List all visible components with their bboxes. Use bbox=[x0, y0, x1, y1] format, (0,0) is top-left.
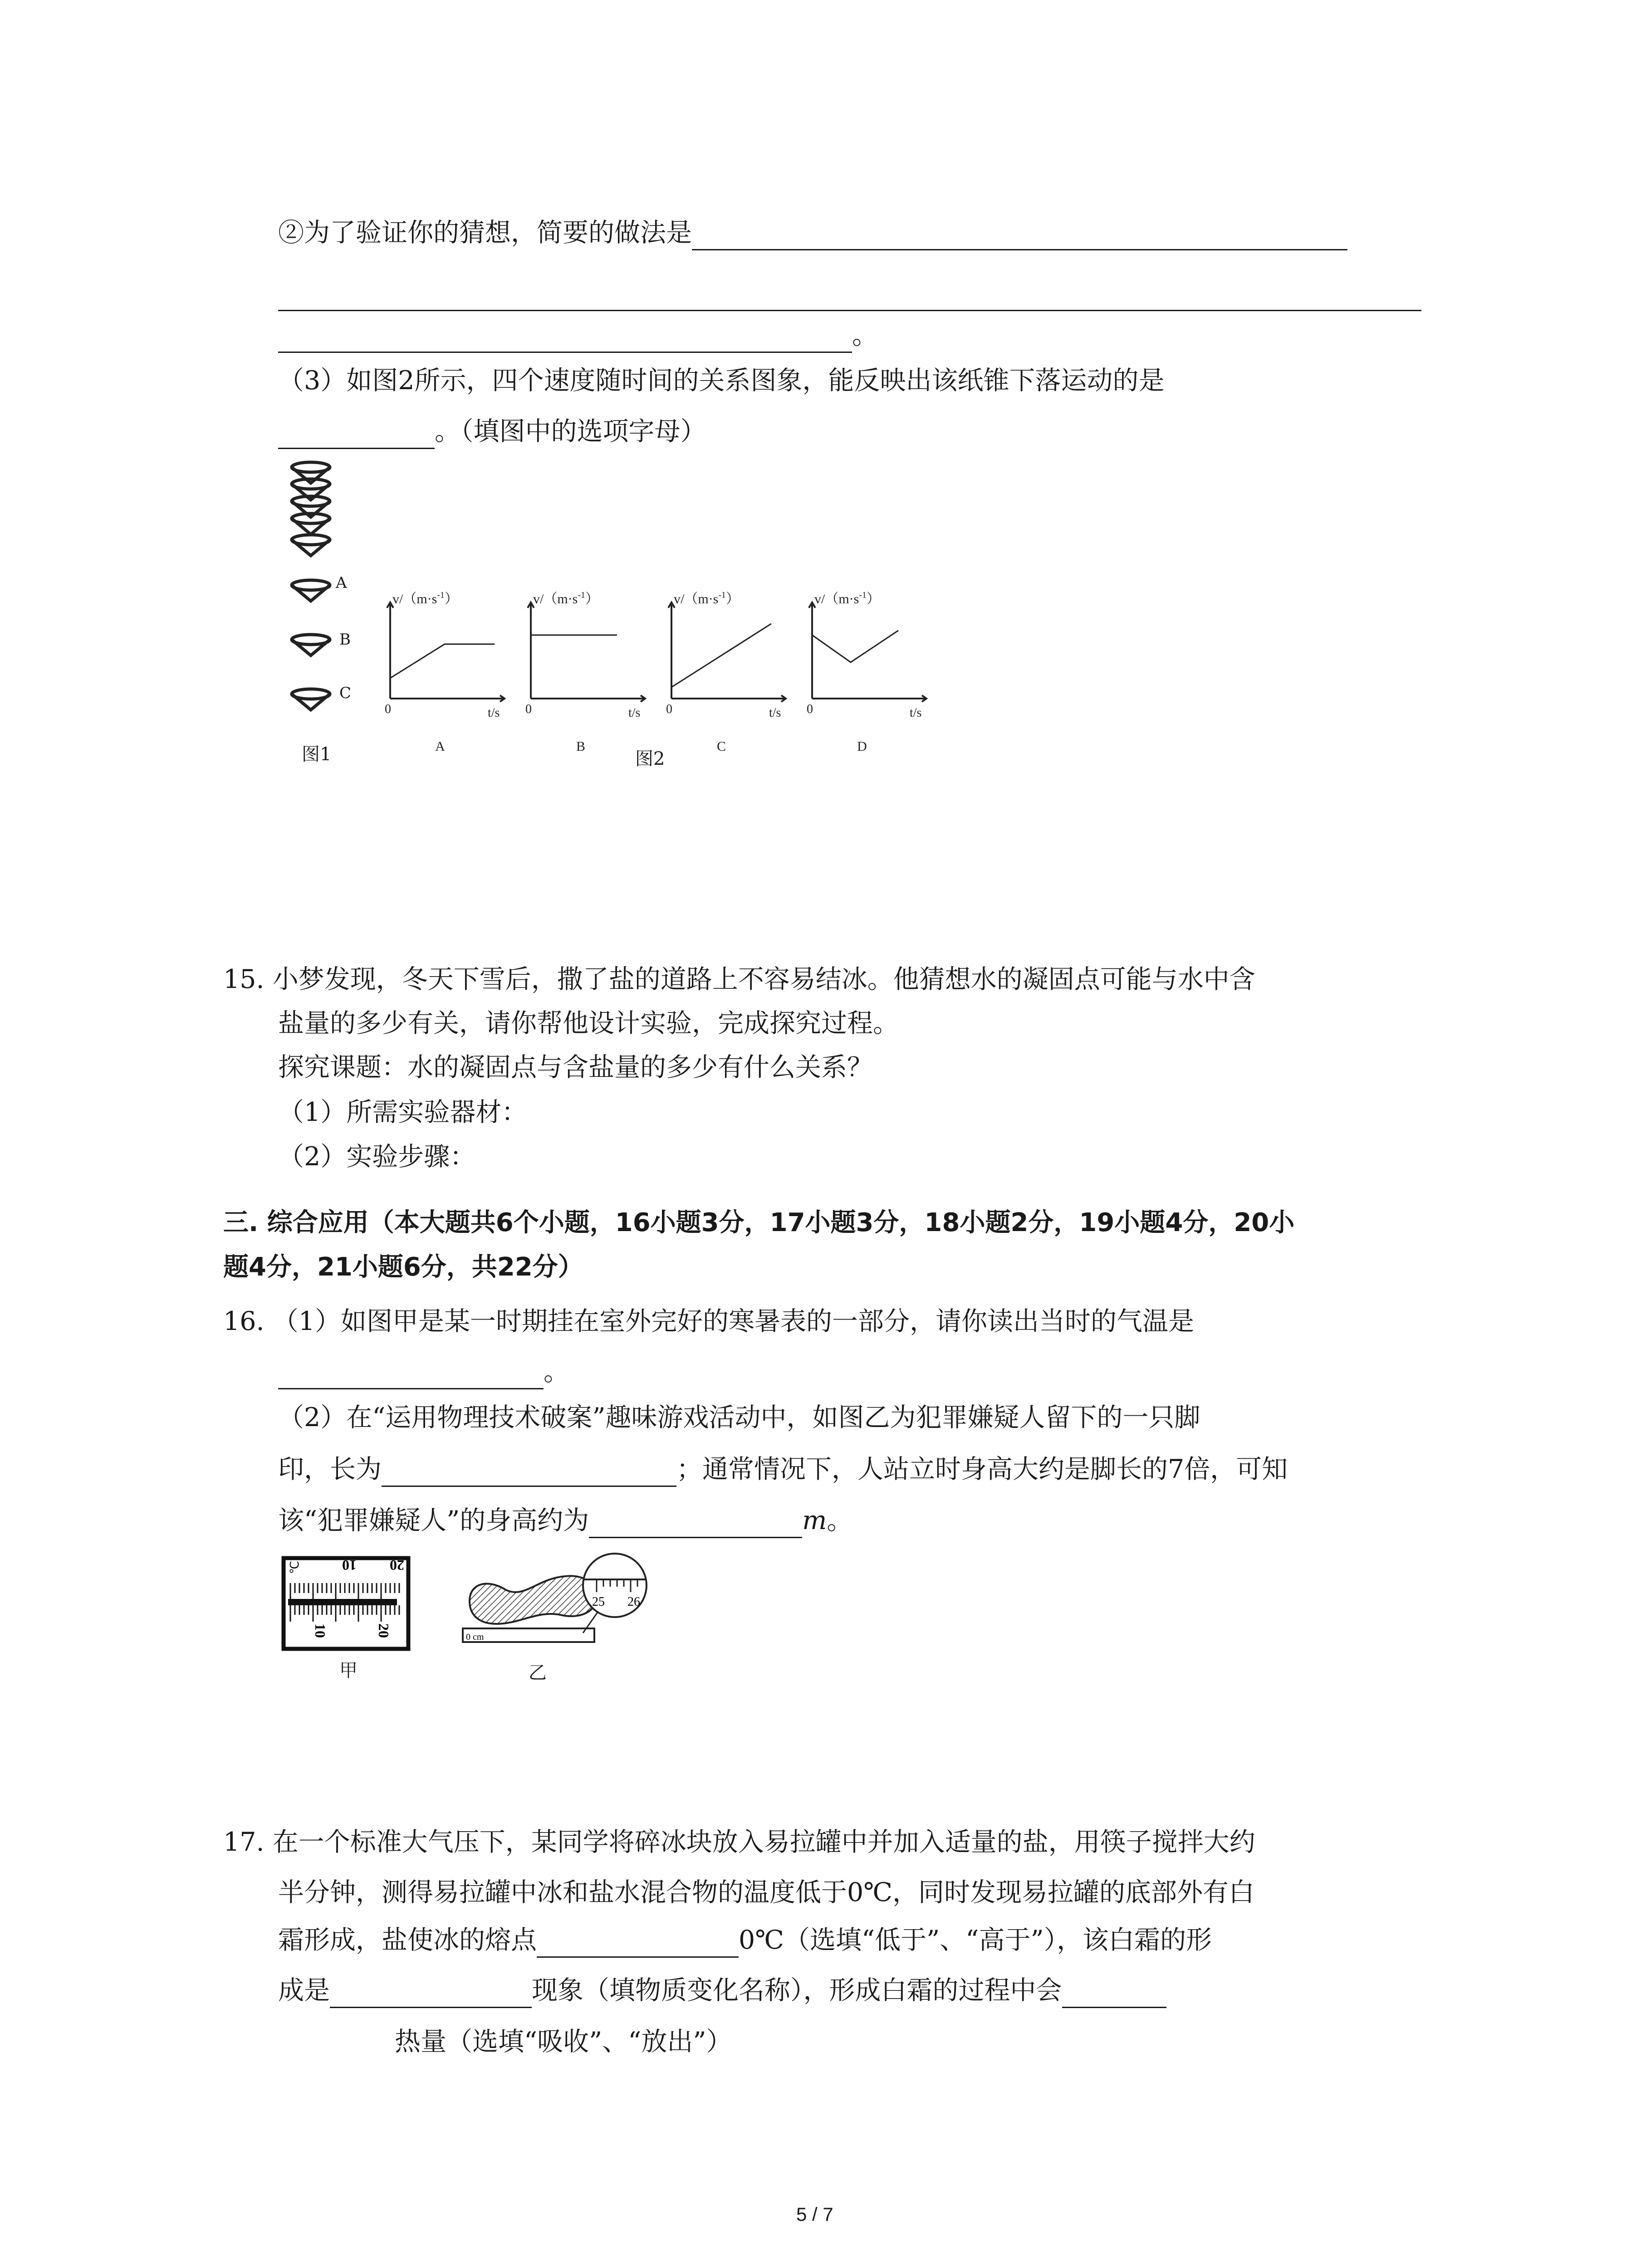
figure-1-paper-cones bbox=[286, 456, 367, 782]
q16-line4: 印，长为 ；通常情况下，人站立时身高大约是脚长的7倍，可知 bbox=[278, 1452, 1288, 1487]
q14-answer-blank-1[interactable] bbox=[692, 221, 1347, 250]
q15-line3: 探究课题：水的凝固点与含盐量的多少有什么关系？ bbox=[278, 1052, 873, 1082]
graph-option-label: B bbox=[576, 739, 586, 754]
v-axis-label: $v/(m\cdot s^{-1})$ bbox=[814, 590, 881, 606]
figure-jia-thermometer bbox=[281, 1556, 413, 1653]
origin-label: 0 bbox=[525, 702, 532, 716]
vt-curve bbox=[812, 631, 898, 662]
q17-line4: 成是 现象（填物质变化名称），形成白霜的过程中会 bbox=[278, 1973, 1166, 2008]
fig1-label-b: B bbox=[339, 631, 351, 649]
origin-label: 0 bbox=[807, 702, 813, 716]
cone-8 bbox=[292, 689, 330, 710]
footprint bbox=[470, 1576, 597, 1624]
ruler-start-label: 0 cm bbox=[466, 1632, 484, 1642]
q16-footprint-length-blank[interactable] bbox=[382, 1457, 676, 1487]
q14-part3-line2: 。（填图中的选项字母） bbox=[278, 414, 706, 449]
origin-label: 0 bbox=[385, 702, 391, 716]
figure-yi-footprint bbox=[460, 1551, 651, 1660]
cone-5 bbox=[292, 535, 330, 556]
section-3-heading-line2: 题4分，21小题6分，共22分） bbox=[223, 1252, 583, 1282]
q15-line1: 15. 小梦发现，冬天下雪后，撒了盐的道路上不容易结冰。他猜想水的凝固点可能与水中含 bbox=[223, 964, 1255, 994]
q17-line3: 霜形成，盐使冰的熔点 0℃（选填“低于”、“高于”），该白霜的形 bbox=[278, 1922, 1212, 1958]
graph-option-label: A bbox=[435, 739, 445, 754]
t-axis-label: t/s bbox=[488, 706, 500, 720]
fig1-caption: 图1 bbox=[302, 744, 332, 765]
q17-phase-change-blank[interactable] bbox=[330, 1979, 532, 2008]
q17-melting-point-blank[interactable] bbox=[537, 1928, 739, 1958]
thermometer-tick-top-10: 10 bbox=[342, 1557, 357, 1574]
vt-curve bbox=[671, 624, 771, 687]
q14-part2-end-line: 。 bbox=[278, 318, 878, 353]
vt-curve bbox=[390, 644, 495, 678]
q16-line5: 该“犯罪嫌疑人”的身高约为 m。 bbox=[278, 1503, 852, 1538]
vt-graph-d bbox=[809, 602, 926, 702]
q17-heat-blank[interactable] bbox=[1062, 1979, 1166, 2008]
q15-line4: （1）所需实验器材： bbox=[278, 1097, 528, 1127]
thermometer-unit: ℃ bbox=[288, 1560, 301, 1574]
graph-option-label: D bbox=[857, 739, 867, 754]
q15-line5: （2）实验步骤： bbox=[278, 1142, 476, 1172]
t-axis-label: t/s bbox=[910, 706, 922, 720]
q14-part2-step: ②为了验证你的猜想，简要的做法是 bbox=[278, 215, 1347, 250]
q16-line1: 16. （1）如图甲是某一时期挂在室外完好的寒暑表的一部分，请你读出当时的气温是 bbox=[223, 1306, 1195, 1336]
section-3-heading-line1: 三. 综合应用（本大题共6个小题，16小题3分，17小题3分，18小题2分，19小题4分，20小 bbox=[223, 1208, 1295, 1237]
q16-temperature-blank[interactable] bbox=[278, 1360, 544, 1389]
zoom-tick-25: 25 bbox=[592, 1595, 605, 1609]
q14-part3-line1: （3）如图2所示，四个速度随时间的关系图象，能反映出该纸锥下落运动的是 bbox=[278, 366, 1165, 396]
v-axis-label: $v/(m\cdot s^{-1})$ bbox=[674, 590, 740, 606]
v-axis-label: $v/(m\cdot s^{-1})$ bbox=[392, 590, 459, 606]
fig2-caption: 图2 bbox=[635, 748, 665, 769]
graph-option-label: C bbox=[716, 739, 726, 754]
thermometer-tick-bottom-20: 20 bbox=[376, 1623, 392, 1638]
q17-line5: 热量（选填“吸收”、“放出”） bbox=[395, 2027, 732, 2057]
q16-line2: 。 bbox=[278, 1354, 569, 1389]
zoom-tick-26: 26 bbox=[627, 1595, 640, 1609]
page-number: 5 / 7 bbox=[796, 2204, 833, 2225]
t-axis-label: t/s bbox=[769, 706, 781, 720]
thermometer-tick-bottom-10: 10 bbox=[312, 1623, 328, 1638]
q16-line3: （2）在“运用物理技术破案”趣味游戏活动中，如图乙为犯罪嫌疑人留下的一只脚 bbox=[278, 1403, 1200, 1432]
q15-line2: 盐量的多少有关，请你帮他设计实验，完成探究过程。 bbox=[278, 1008, 899, 1038]
q17-line2: 半分钟，测得易拉罐中冰和盐水混合物的温度低于0℃，同时发现易拉罐的底部外有白 bbox=[278, 1877, 1255, 1907]
q14-answer-blank-2[interactable] bbox=[278, 310, 1421, 311]
vt-graph-a bbox=[387, 602, 505, 702]
q17-line1: 17. 在一个标准大气压下，某同学将碎冰块放入易拉罐中并加入适量的盐，用筷子搅拌大约 bbox=[223, 1827, 1255, 1857]
q14-answer-blank-4[interactable] bbox=[278, 420, 435, 449]
thermometer-liquid-column bbox=[288, 1599, 397, 1605]
fig1-label-c: C bbox=[339, 684, 352, 702]
t-axis-label: t/s bbox=[628, 706, 641, 720]
fig1-label-a: A bbox=[336, 574, 347, 592]
vt-graph-c bbox=[668, 602, 786, 702]
origin-label: 0 bbox=[666, 702, 672, 716]
fig-yi-label: 乙 bbox=[529, 1662, 547, 1683]
fig-jia-label: 甲 bbox=[339, 1660, 358, 1681]
v-axis-label: $v/(m\cdot s^{-1})$ bbox=[533, 590, 599, 606]
vt-graph-b bbox=[528, 602, 645, 702]
cone-6 bbox=[292, 580, 330, 601]
q14-answer-blank-3[interactable] bbox=[278, 323, 852, 353]
q16-height-blank[interactable] bbox=[589, 1509, 802, 1538]
thermometer-tick-top-20: 20 bbox=[390, 1557, 404, 1574]
cone-7 bbox=[292, 635, 330, 655]
